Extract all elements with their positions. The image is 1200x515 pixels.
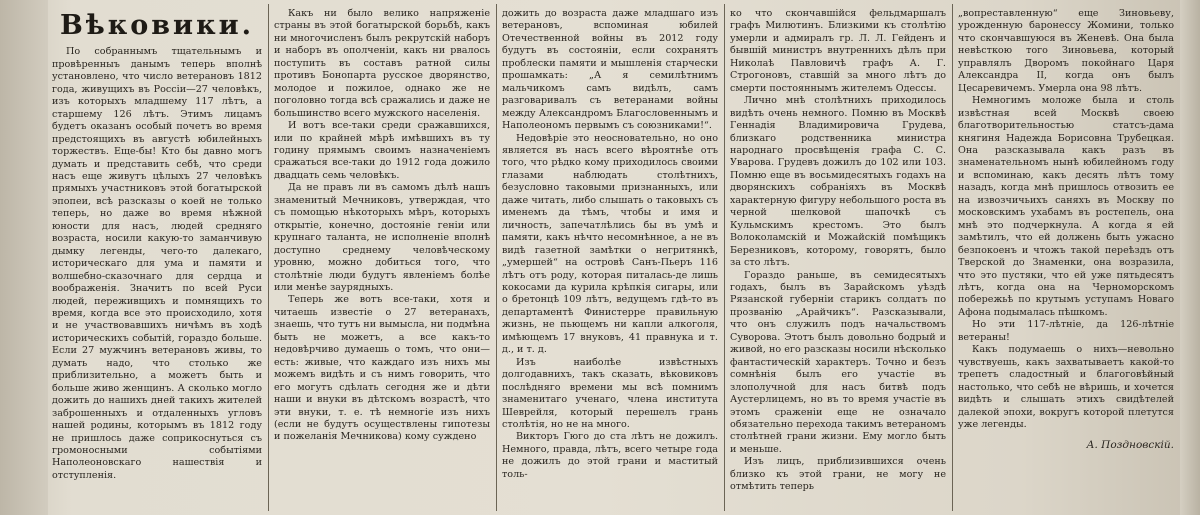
paragraph: Лично мнѣ столѣтнихъ приходилось видѣть очень немного. Помню въ Москвѣ Геннадія Владимировича Грудева, близкаго родственника министра народнаго просвѣщенія графа С. С. Уварова. Грудевъ дожилъ до 102 или 103. Помню еще въ восьмидесятыхъ годахъ на дворянскихъ собраніяхъ въ Москвѣ характерную фигуру небольшого роста въ черной шелковой шапочкѣ съ Кульмскимъ крестомъ. Это былъ Волоколамскій и Можайскій помѣщикъ Березниковъ, которому, говорятъ, было за сто лѣтъ. <box>730 95 946 269</box>
column-2 <box>274 8 490 513</box>
paragraph: Немногимъ моложе была и столь извѣстная всей Москвѣ своею благотворительностью статсъ-дама княгиня Надежда Борисовна Трубецкая. Она разсказывала какъ разъ въ знаменательномъ нынѣ юбилейномъ году и вспоминаю, какъ десять лѣтъ тому назадъ, когда мнѣ пришлось отвозить ее на извозчичьихъ саняхъ въ Москву по московскимъ ухабамъ въ ростепель, она мнѣ это подчеркнула. А когда я ей замѣтилъ, что ей должень быть ужасно безпокоенъ и чтожъ такой переѣздъ отъ Тверской до Знаменки, она возразила, что это пустяки, что ей уже пятьдесятъ лѣтъ, когда она на Черноморскомъ побережьѣ по крутымъ уступамъ Новаго Афона подымалась пѣшкомъ. <box>958 95 1174 318</box>
paragraph: ко что скончавшійся фельдмаршалъ графъ Милютинъ. Близкими къ столѣтію умерли и адмиралъ гр. Л. Л. Гейденъ и бывшій министръ внутреннихъ дѣлъ при Николаѣ Павловичѣ графъ А. Г. Строгоновъ, ставшій за много лѣтъ до смерти постояннымъ жителемъ Одессы. <box>730 8 946 94</box>
column-4 <box>730 8 946 513</box>
paragraph: Теперь же вотъ все-таки, хотя и читаешь известіе о 27 ветеранахъ, знаешь, что тутъ ни вымысла, ни подмѣна быть не можетъ, а все какъ-то недовѣрчиво думаешь о томъ, что они—есть: живые, что каждаго изъ нихъ мы можемъ видѣть и съ нимъ говорить, что его могутъ сдѣлать сегодня же и дѣти наши и внуки въ дѣтскомъ возрастѣ, что эти внуки, т. е. тѣ немногіе изъ нихъ (если не будутъ осуществлены гипотезы и пожеланія Мечникова) кому суждено <box>274 294 490 443</box>
column-divider <box>724 4 725 511</box>
paragraph: Изъ лицъ, приблизившихся очень близко къ этой грани, не могу не отмѣтить теперь <box>730 456 946 493</box>
column-divider <box>952 4 953 511</box>
column-divider <box>268 4 269 511</box>
paragraph: дожить до возраста даже младшаго изъ ветерановъ, вспоминая юбилей Отечественной войны въ 2012 году будутъ въ состояніи, если сохранятъ проблески памяти и мышленія старчески прошамкать: „А я семилѣтнимъ мальчикомъ самъ видѣлъ, самъ разговаривалъ съ ветеранами войны между Александромъ Благословеннымъ и Наполеономъ первымъ съ союзниками!“. <box>502 8 718 132</box>
paragraph: Но эти 117-лѣтніе, да 126-лѣтніе ветераны! <box>958 319 1174 343</box>
paragraph: И вотъ все-таки среди сражавшихся, или по крайней мѣрѣ имѣвшихъ въ ту годину прямымъ своимъ назначеніемъ сражаться все-таки до 1912 года дожило двадцать семь человѣкъ. <box>274 120 490 181</box>
article-title: Вѣковики. <box>59 10 255 41</box>
paragraph: Да не правъ ли въ самомъ дѣлѣ нашъ знаменитый Мечниковъ, утверждая, что съ помощью нѣкоторыхъ мѣръ, которыхъ открытіе, конечно, достояніе геніи или крупнаго таланта, не исполненіе вполнѣ доступно среднему человѣческому уровню, можно добиться того, что столѣтніе люди будутъ явленіемъ болѣе или менѣе заурядныхъ. <box>274 182 490 293</box>
column-divider <box>496 4 497 511</box>
column-5 <box>958 8 1174 513</box>
right-page-edge <box>1180 0 1200 515</box>
author-signature: А. Поздновскій. <box>1086 439 1174 452</box>
paragraph: Гораздо раньше, въ семидесятыхъ годахъ, былъ въ Зарайскомъ уѣздѣ Рязанской губерніи старикъ солдатъ по прозванію „Арайчикъ“. Разсказывали, что онъ служилъ подъ начальствомъ Суворова. Этотъ былъ довольно бодрый и живой, но его разсказы носили нѣсколько фантастическій характеръ. Точно и безъ сомнѣнія былъ его участіе въ злополучной для насъ битвѣ подъ Аустерлицемъ, но въ то время участіе въ этомъ сраженіи еще не означало обязательно перехода такимъ ветераномъ столѣтней грани жизни. Ему могло быть и меньше. <box>730 269 946 455</box>
paragraph: Недовѣріе это неосновательно, но оно является въ насъ всего вѣроятнѣе отъ того, что рѣдко кому приходилось своими глазами наблюдать столѣтнихъ, безусловно таковыми признанныхъ, или даже читать, либо слышать о таковыхъ съ именемъ да тѣмъ, чтобы и имя и личность, запечатлѣлись бы въ умѣ и памяти, какъ нѣчто несомнѣнное, а не въ видѣ газетной замѣтки о негритянкѣ, „умершей“ на островѣ Санъ-Пьеръ 116 лѣтъ отъ роду, которая питалась-де лишь кокосами да курила крѣпкія сигары, или о бретонцѣ 109 лѣтъ, ведущемъ гдѣ-то въ департаментѣ Финистерре правильную жизнь, не пьющемъ ни капли алкоголя, имѣющемъ 17 внуковъ, 41 правнука и т. д., и т. д. <box>502 132 718 356</box>
paragraph: Изъ наиболѣе извѣстныхъ долгодавнихъ, такъ сказать, вѣковиковъ послѣдняго времени мы всѣ помнимъ знаменитаго ученаго, члена института Шеврейля, который перешелъ грань столѣтія, но не на много. <box>502 356 718 430</box>
column-3 <box>502 8 718 513</box>
paragraph: Какъ ни было велико напряженіе страны въ этой богатырской борьбѣ, какъ ни многочисленъ былъ рекрутскій наборъ и наборъ въ ополченіи, какъ ни рвалось поступить въ составъ ратной силы противъ Бонопарта русское дворянство, молодое и пожилое, однако же не поголовно тогда всѣ сражались и даже не большинство всего мужского населенія. <box>274 8 490 119</box>
paragraph: „вопреставленную“ еще Зиновьеву, урожденную баронессу Жомини, только что скончавшуюся въ Женевѣ. Она была невѣсткою того Зиновьева, который управлялъ Дворомъ покойнаго Царя Александра II, когда онъ былъ Цесаревичемъ. Умерла она 98 лѣтъ. <box>958 8 1174 94</box>
column-1 <box>52 8 262 513</box>
paragraph: Какъ подумаешь о нихъ—невольно чувствуешь, какъ захватываетъ какой-то трепетъ сладостный и благоговѣйный настолько, что себѣ не вѣришь, и хочется видѣть и слышать этихъ свидѣтелей далекой эпохи, вокругъ которой плетутся уже легенды. <box>958 344 1174 430</box>
paragraph: Викторъ Гюго до ста лѣтъ не дожилъ. Немного, правда, лѣтъ, всего четыре года не дожилъ до этой грани и маститый толь- <box>502 431 718 480</box>
paragraph: По собраннымъ тщательнымъ и провѣренныъ данымъ теперь вполнѣ установлено, что число ветерановъ 1812 года, живущихъ въ Россіи—27 человѣкъ, изъ которыхъ младшему 117 лѣтъ, а старшему 126 лѣтъ. Этимъ лицамъ будетъ оказанъ особый почетъ во время предстоящихъ въ августѣ юбилейныхъ торжествъ. Еще-бы! Кто бы давно могъ думать и представить себѣ, что среди насъ еще живутъ цѣлыхъ 27 человѣкъ прямыхъ участниковъ этой богатырской эпопеи, всѣ разсказы о коей не только теперь, но даже во время нѣжной юности для насъ, людей средняго возраста, носили какую-то заманчивую дымку легенды, чего-то далекаго, историческаго для ума и памяти и волшебно-сказочнаго для сердца и воображенія. Значитъ по всей Руси людей, переживщихъ и помнящихъ то время, когда все это происходило, хотя и не участвовавшихъ ничѣмъ въ ходѣ историческихъ событій, гораздо больше. Если 27 мужчинъ ветерановъ живы, то думать надо, что столько же приблизительно, а можетъ быть и больше живо женщинъ. А сколько могло дожить до нашихъ дней такихъ жителей заброшенныхъ и отдаленныхъ угловъ нашей родины, которымъ въ 1812 году не пришлось даже соприкоснуться съ громоносными событіями Наполеоновскаго нашествія и отступленія. <box>52 46 262 481</box>
left-page-edge <box>0 0 48 515</box>
